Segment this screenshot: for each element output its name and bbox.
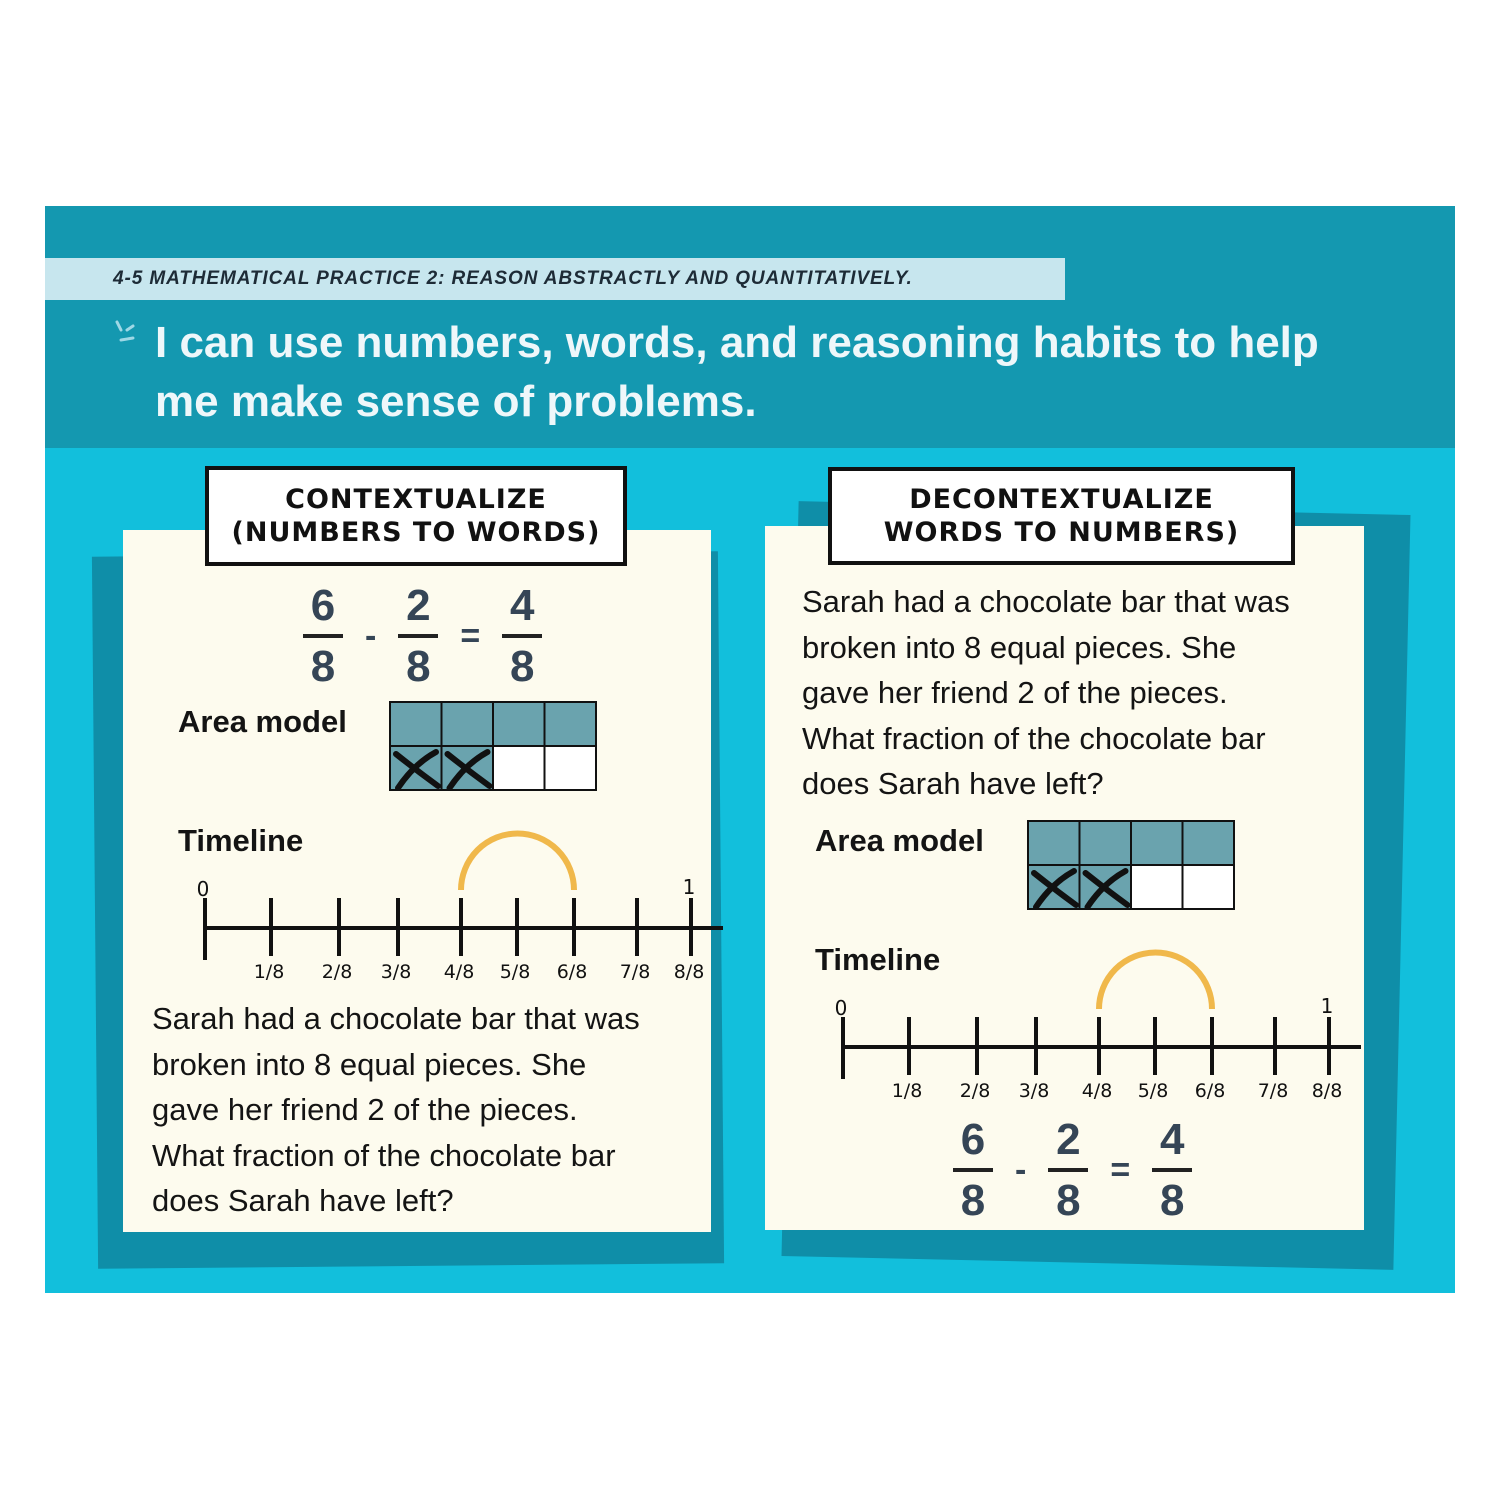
jump-arc xyxy=(1099,953,1212,1010)
tick-label: 5/8 xyxy=(1137,1080,1169,1102)
tick-label: 1/8 xyxy=(891,1080,923,1102)
shaded-cell xyxy=(442,702,494,746)
end-label: 1 xyxy=(1320,994,1334,1018)
tick-label: 5/8 xyxy=(499,961,531,983)
fraction xyxy=(398,582,438,691)
story-line: Sarah had a chocolate bar that was xyxy=(802,584,1290,619)
story-line: broken into 8 equal pieces. She xyxy=(802,629,1237,665)
fraction xyxy=(502,582,542,691)
denominator: 8 xyxy=(1159,1176,1185,1225)
tick-label: 3/8 xyxy=(380,961,412,983)
story-line: does Sarah have left? xyxy=(802,766,1104,801)
left-story xyxy=(152,996,640,1224)
tick-label: 8/8 xyxy=(673,961,705,983)
fraction-bar xyxy=(303,634,343,638)
fraction-bar xyxy=(1152,1168,1192,1172)
poster xyxy=(45,206,1455,1293)
denominator: 8 xyxy=(406,642,431,691)
tick-label: 6/8 xyxy=(1194,1080,1226,1102)
shaded-cell xyxy=(493,702,545,746)
numerator: 6 xyxy=(960,1115,986,1164)
left-card-title xyxy=(205,466,627,566)
shaded-cell xyxy=(1080,821,1132,865)
fraction-bar xyxy=(398,634,438,638)
shaded-cell xyxy=(1183,821,1235,865)
tick-label: 8/8 xyxy=(1311,1080,1343,1102)
standard-band xyxy=(45,258,1065,300)
fraction-bar xyxy=(1048,1168,1088,1172)
sparkle-icon xyxy=(107,318,143,354)
shaded-cell xyxy=(1131,821,1183,865)
story-line: What fraction of the chocolate bar xyxy=(802,720,1266,756)
story-line: broken into 8 equal pieces. She xyxy=(152,1046,587,1082)
left-title-line2: (NUMBERS TO WORDS) xyxy=(231,517,601,548)
right-story xyxy=(802,579,1290,807)
right-card-title xyxy=(828,467,1295,565)
fraction-bar xyxy=(953,1168,993,1172)
denominator: 8 xyxy=(1056,1176,1081,1225)
story-line: does Sarah have left? xyxy=(152,1183,454,1218)
minus-sign: - xyxy=(1015,1151,1027,1189)
right-number-line xyxy=(778,937,1343,1107)
denominator: 8 xyxy=(960,1176,986,1225)
tick-label: 6/8 xyxy=(556,961,588,983)
fraction xyxy=(1048,1116,1088,1225)
tick-label: 7/8 xyxy=(1257,1080,1289,1102)
numerator: 2 xyxy=(1056,1115,1081,1164)
empty-cell xyxy=(545,746,597,790)
tick-label: 7/8 xyxy=(619,961,651,983)
story-line: gave her friend 2 of the pieces. xyxy=(802,675,1228,710)
story-line: What fraction of the chocolate bar xyxy=(152,1137,616,1173)
learning-statement: I can use numbers, words, and reasoning habits to help me make sense of problems. xyxy=(155,318,1319,426)
equals-sign: = xyxy=(460,617,481,655)
equals-sign: = xyxy=(1110,1151,1131,1189)
story-line: Sarah had a chocolate bar that was xyxy=(152,1001,640,1036)
story-line: gave her friend 2 of the pieces. xyxy=(152,1092,578,1127)
right-area-model xyxy=(1026,819,1236,913)
empty-cell xyxy=(493,746,545,790)
right-title-line1: DECONTEXTUALIZE xyxy=(909,484,1214,515)
tick-label: 1/8 xyxy=(253,961,285,983)
left-equation xyxy=(303,582,542,691)
start-label: 0 xyxy=(834,996,848,1020)
tick-label: 4/8 xyxy=(1081,1080,1113,1102)
right-timeline-label: Timeline xyxy=(815,942,941,977)
end-label: 1 xyxy=(682,875,696,899)
numerator: 4 xyxy=(509,581,535,630)
fraction xyxy=(1152,1116,1192,1225)
fraction xyxy=(303,582,343,691)
right-equation xyxy=(953,1116,1192,1225)
left-title-line1: CONTEXTUALIZE xyxy=(285,484,547,515)
header xyxy=(45,206,1455,448)
empty-cell xyxy=(1183,865,1235,909)
tick-label: 4/8 xyxy=(443,961,475,983)
right-title-line2: WORDS TO NUMBERS) xyxy=(883,517,1240,548)
fraction-bar xyxy=(502,634,542,638)
right-area-model-label: Area model xyxy=(815,823,984,858)
empty-cell xyxy=(1131,865,1183,909)
tick-label: 3/8 xyxy=(1018,1080,1050,1102)
standard-text: 4-5 MATHEMATICAL PRACTICE 2: REASON ABSTRACTLY AND QUANTITATIVELY. xyxy=(113,268,913,289)
shaded-cell xyxy=(1028,821,1080,865)
shaded-cell xyxy=(545,702,597,746)
shaded-cell xyxy=(390,702,442,746)
left-area-model xyxy=(388,700,598,794)
denominator: 8 xyxy=(310,642,336,691)
numerator: 2 xyxy=(406,581,431,630)
start-label: 0 xyxy=(196,877,210,901)
tick-label: 2/8 xyxy=(321,961,353,983)
numerator: 4 xyxy=(1159,1115,1185,1164)
left-area-model-label: Area model xyxy=(178,704,347,739)
left-number-line xyxy=(140,818,705,988)
fraction xyxy=(953,1116,993,1225)
jump-arc xyxy=(461,834,574,891)
denominator: 8 xyxy=(509,642,535,691)
minus-sign: - xyxy=(365,617,377,655)
numerator: 6 xyxy=(310,581,336,630)
tick-label: 2/8 xyxy=(959,1080,991,1102)
left-timeline-label: Timeline xyxy=(178,823,304,858)
